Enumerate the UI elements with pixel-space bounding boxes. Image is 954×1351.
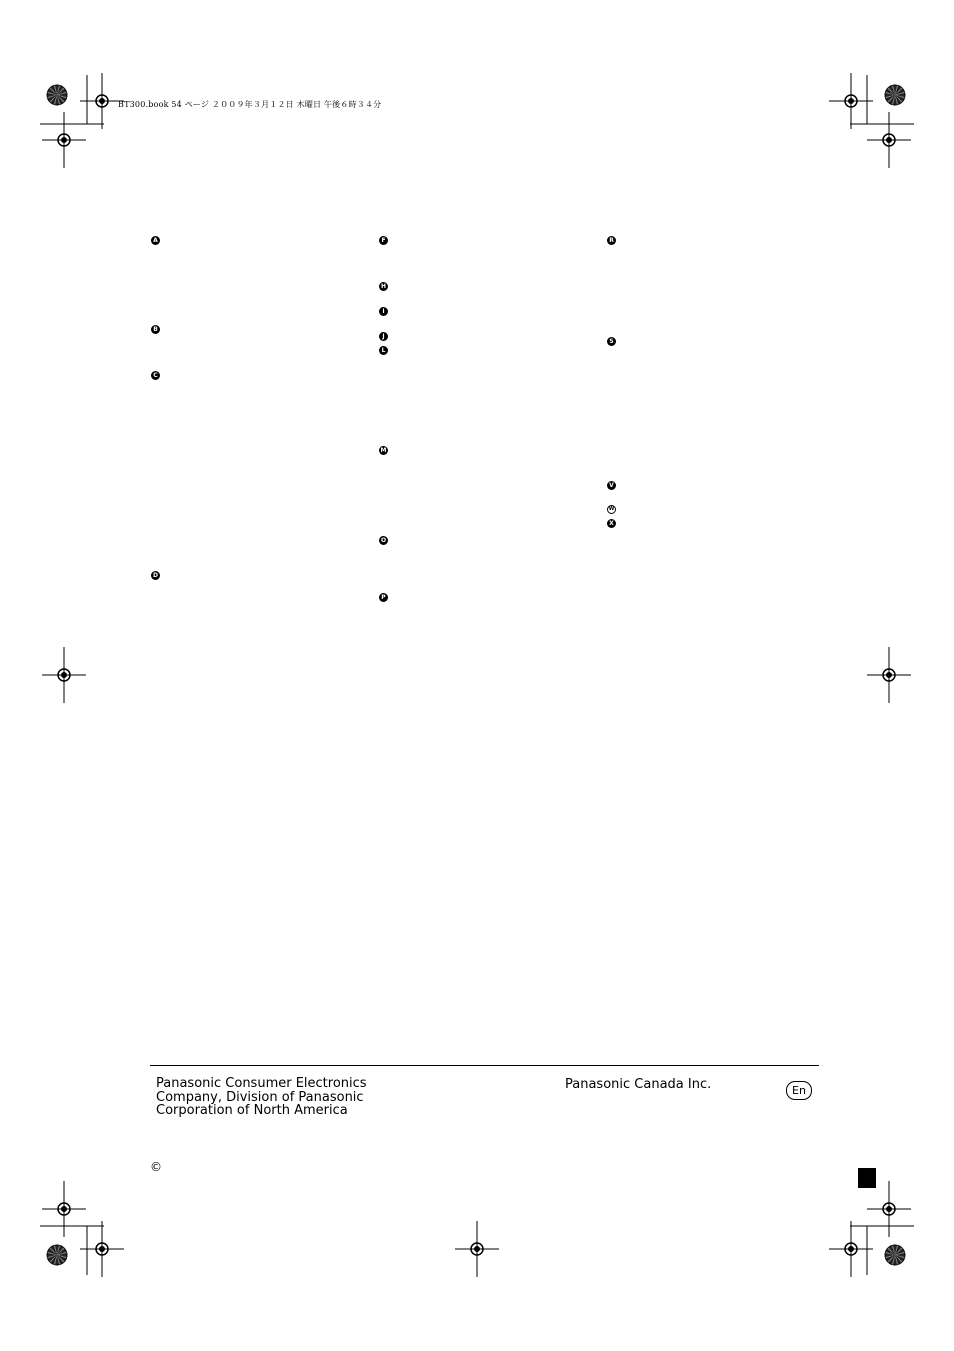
- crosshair-target: [829, 1221, 873, 1277]
- company-block: [156, 1077, 367, 1118]
- registration-starburst: [47, 1245, 67, 1265]
- crosshair-target: [80, 1221, 124, 1277]
- crosshair-target: [42, 647, 86, 703]
- language-badge: En: [786, 1081, 812, 1100]
- section-marker-h: H: [380, 283, 387, 290]
- section-marker-i: I: [379, 307, 388, 316]
- section-marker-v: V: [607, 481, 616, 490]
- company-line: Corporation of North America: [156, 1103, 348, 1118]
- print-info-header: BT300.book 54 ページ ２００９年３月１２日 木曜日 午後６時３４分: [118, 100, 382, 109]
- section-marker-r: R: [607, 236, 616, 245]
- section-marker-d: D: [151, 571, 160, 580]
- registration-starburst: [47, 85, 67, 105]
- canada-company: Panasonic Canada Inc.: [565, 1077, 712, 1092]
- copyright-symbol: ©: [150, 1160, 162, 1174]
- crosshair-target: [42, 1181, 86, 1237]
- crosshair-target: [455, 1221, 499, 1277]
- section-marker-x: X: [607, 519, 616, 528]
- section-marker-p: P: [379, 593, 388, 602]
- section-marker-m: M: [380, 447, 387, 454]
- registration-starburst: [885, 85, 905, 105]
- section-marker-l: L: [379, 346, 388, 355]
- crosshair-target: [829, 73, 873, 129]
- registration-starburst: [885, 1245, 905, 1265]
- section-marker-b: B: [151, 325, 160, 334]
- section-marker-c: C: [151, 371, 160, 380]
- section-marker-j: J: [379, 332, 388, 341]
- crosshair-target: [867, 112, 911, 168]
- company-line: Panasonic Consumer Electronics: [156, 1076, 367, 1091]
- crosshair-target: [867, 1181, 911, 1237]
- section-marker-o: O: [380, 537, 387, 544]
- crosshair-target: [867, 647, 911, 703]
- crosshair-target: [42, 112, 86, 168]
- section-marker-a: A: [151, 236, 160, 245]
- thumb-index-tab: [858, 1168, 876, 1188]
- section-marker-s: S: [607, 337, 616, 346]
- footer-rule: [150, 1065, 819, 1066]
- section-marker-f: F: [379, 236, 388, 245]
- section-marker-w: W: [608, 506, 615, 512]
- company-line: Company, Division of Panasonic: [156, 1089, 364, 1105]
